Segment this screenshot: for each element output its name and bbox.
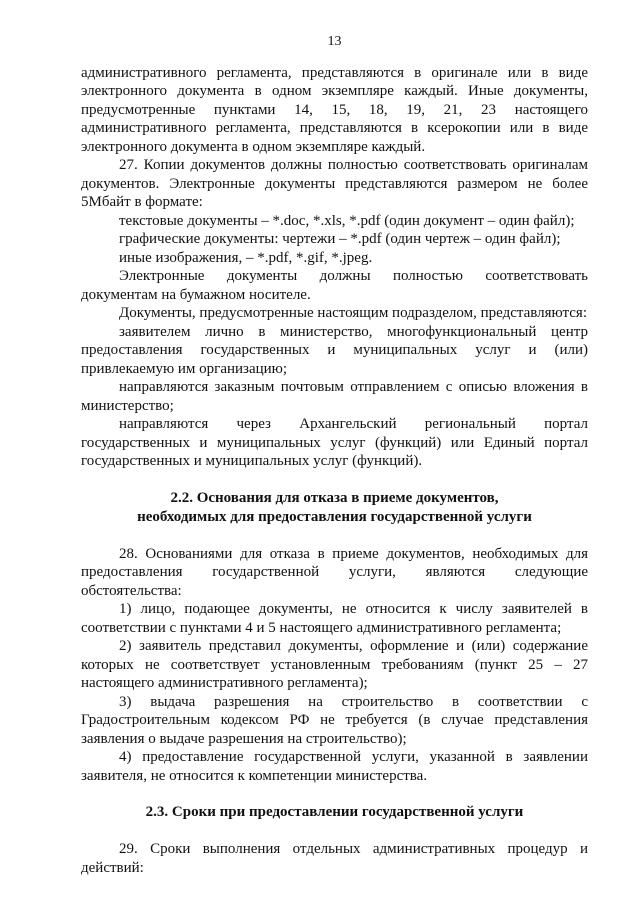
page-number: 13 — [327, 34, 342, 49]
paragraph-continuation: административного регламента, представляются в оригинале или в виде электронного документа в одном экземпляре каждый. Иные документы, предусмотренные пунктами 14, 15, 18, 19, 21, 23 настоящего административного регламента, представляются в ксерокопии или в виде электронного документа в одном экземпляре каждый. — [81, 64, 588, 155]
format-item-graphics: графические документы: чертежи – *.pdf (один чертеж – один файл); — [119, 231, 561, 247]
refusal-reason-2: 2) заявитель представил документы, оформление и (или) содержание которых не соответствует установленным требованиям (пункт 25 – 27 настоящего административного регламента); — [81, 638, 588, 691]
submission-way-portal: направляются через Архангельский региональный портал государственных и муниципальных услуг (функций) или Единый портал государственных и муниципальных услуг (функций). — [81, 416, 588, 469]
section-2-3-heading-line: 2.3. Сроки при предоставлении государственной услуги — [145, 804, 524, 820]
section-2-2-heading-line1: 2.2. Основания для отказа в приеме документов, — [170, 489, 499, 506]
refusal-reason-1: 1) лицо, подающее документы, не относится к числу заявителей в соответствии с пунктами 4 и 5 настоящего административного регламента; — [81, 601, 588, 636]
section-2-3-heading — [81, 803, 588, 822]
paragraph-27-intro: 27. Копии документов должны полностью соответствовать оригиналам документов. Электронные документы представляются размером не более 5Мбайт в формате: — [81, 157, 588, 210]
submission-way-mail: направляются заказным почтовым отправлением с описью вложения в министерство; — [81, 379, 588, 414]
format-item-text: текстовые документы – *.doc, *.xls, *.pdf (один документ – один файл); — [119, 212, 575, 229]
paragraph-submission-intro: Документы, предусмотренные настоящим подразделом, представляются: — [119, 305, 587, 321]
paragraph-electronic-note: Электронные документы должны полностью соответствовать документам на бумажном носителе. — [81, 268, 588, 303]
refusal-reason-3: 3) выдача разрешения на строительство в соответствии с Градостроительным кодексом РФ не требуется (в случае представления заявления о выдаче разрешения на строительство); — [81, 693, 588, 747]
refusal-reason-4: 4) предоставление государственной услуги, указанной в заявлении заявителя, не относится к компетенции министерства. — [81, 749, 588, 784]
paragraph-28-intro: 28. Основаниями для отказа в приеме документов, необходимых для предоставления государственной услуги, являются следующие обстоятельства: — [81, 545, 588, 599]
paragraph-29: 29. Сроки выполнения отдельных административных процедур и действий: — [81, 841, 588, 876]
submission-way-in-person: заявителем лично в министерство, многофункциональный центр предоставления государственных и муниципальных услуг и (или) привлекаемую им организацию; — [81, 323, 588, 377]
section-2-2-heading — [81, 489, 588, 527]
section-2-2-heading-line2: необходимых для предоставления государственной услуги — [137, 508, 532, 525]
format-item-images: иные изображения, – *.pdf, *.gif, *.jpeg. — [119, 249, 373, 266]
